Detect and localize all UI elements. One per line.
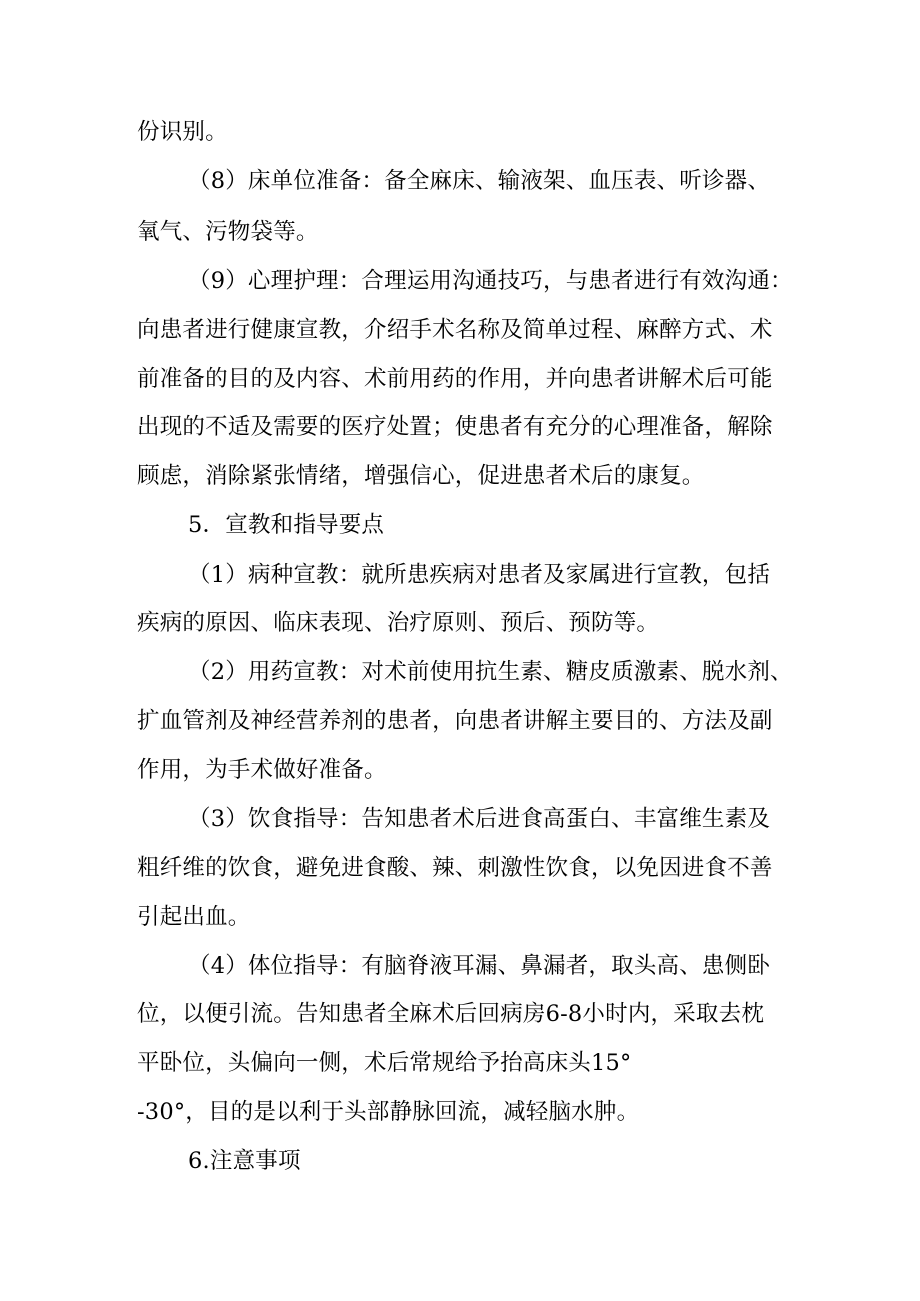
- section-heading-6: 6.注意事项: [188, 1148, 301, 1174]
- text-line-5: 向患者进行健康宣教，介绍手术名称及简单过程、麻醉方式、术: [137, 317, 773, 343]
- text-line-6: 前准备的目的及内容、术前用药的作用，并向患者讲解术后可能: [137, 366, 773, 392]
- text-line-13: 扩血管剂及神经营养剂的患者，向患者讲解主要目的、方法及副: [137, 708, 773, 734]
- section-heading-5: 5．宣教和指导要点: [188, 512, 385, 538]
- text-line-10: （1）病种宣教：就所患疾病对患者及家属进行宣教，包括: [188, 562, 771, 588]
- text-line-19: 位，以便引流。告知患者全麻术后回病房6-8小时内，采取去枕: [137, 1001, 765, 1027]
- text-line-2: （8）床单位准备：备全麻床、输液架、血压表、听诊器、: [188, 168, 771, 194]
- text-line-21: -30°，目的是以利于头部静脉回流，减轻脑水肿。: [137, 1099, 640, 1125]
- text-line-11: 疾病的原因、临床表现、治疗原则、预后、预防等。: [137, 610, 660, 636]
- text-line-20: 平卧位，头偏向一侧，术后常规给予抬高床头15°: [137, 1050, 632, 1076]
- text-line-18: （4）体位指导：有脑脊液耳漏、鼻漏者，取头高、患侧卧: [188, 953, 771, 979]
- text-line-1: 份识别。: [137, 119, 228, 145]
- text-line-17: 引起出血。: [137, 904, 251, 930]
- text-line-14: 作用，为手术做好准备。: [137, 757, 387, 783]
- text-line-7: 出现的不适及需要的医疗处置；使患者有充分的心理准备，解除: [137, 414, 773, 440]
- text-line-3: 氧气、污物袋等。: [137, 219, 319, 245]
- text-line-15: （3）饮食指导：告知患者术后进食高蛋白、丰富维生素及: [188, 806, 771, 832]
- text-line-4: （9）心理护理：合理运用沟通技巧，与患者进行有效沟通：: [188, 268, 793, 294]
- text-line-16: 粗纤维的饮食，避免进食酸、辣、刺激性饮食，以免因进食不善: [137, 855, 773, 881]
- text-line-8: 顾虑，消除紧张情绪，增强信心，促进患者术后的康复。: [137, 463, 705, 489]
- text-line-12: （2）用药宣教：对术前使用抗生素、糖皮质激素、脱水剂、: [188, 659, 793, 685]
